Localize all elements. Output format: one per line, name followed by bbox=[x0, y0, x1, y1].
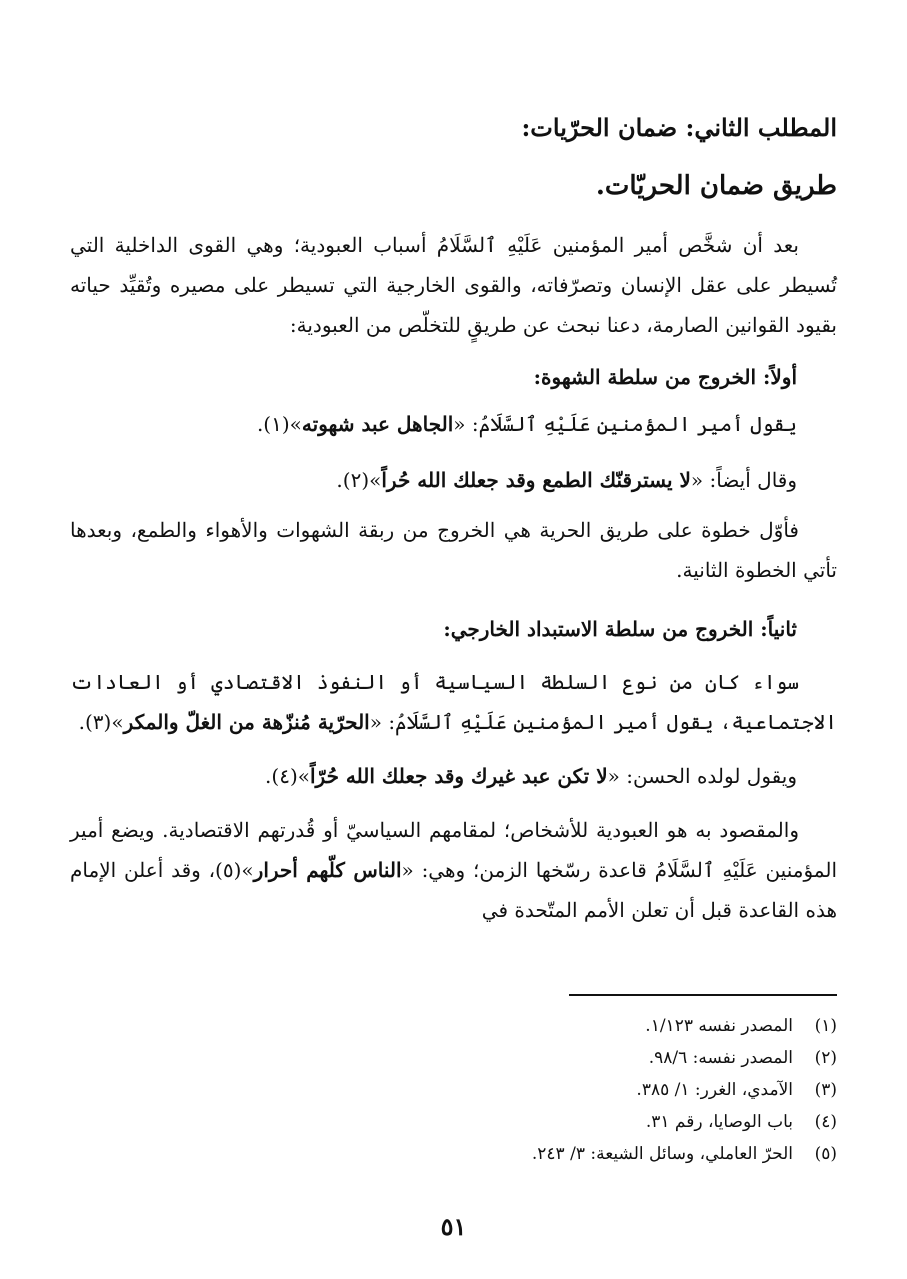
quote-line-2 bbox=[70, 460, 837, 500]
second-point-heading: ثانياً: الخروج من سلطة الاستبداد الخارجي: bbox=[443, 617, 797, 641]
quote-intro: يقول أمير المؤمنين عَلَيْهِ ٱلسَّلَامُ: « bbox=[453, 412, 797, 436]
footnote bbox=[70, 1074, 837, 1106]
paragraph-2: فأوّل خطوة على طريق الحرية هي الخروج من ربقة الشهوات والأهواء والطمع، وبعدها تأتي الخطوة الثانية. bbox=[70, 518, 837, 582]
footnote-ref: »(٢). bbox=[336, 468, 382, 492]
footnote bbox=[70, 1106, 837, 1138]
quote-text: الجاهل عبد شهوته bbox=[301, 412, 454, 436]
quote-line-1 bbox=[70, 404, 837, 444]
page-number: ٥١ bbox=[440, 1212, 467, 1241]
quote-line-4 bbox=[70, 756, 837, 796]
footnote-number: (١) bbox=[814, 1016, 837, 1036]
footnote-text: الآمدي، الغرر: ١/ ٣٨٥. bbox=[636, 1080, 793, 1100]
footnote-ref: »(٣). bbox=[78, 710, 124, 734]
footnote-number: (٤) bbox=[814, 1112, 837, 1132]
paragraph-text: »(٥)، وقد أعلن الإمام هذه القاعدة قبل أن تعلن الأمم المتّحدة في bbox=[70, 858, 837, 922]
footnote-ref: »(١). bbox=[256, 412, 302, 436]
paragraph-text: سواء كان من نوع السلطة السياسية أو النفوذ الاقتصادي أو العادات الاجتماعية، يقول أمير المؤمنين عَلَيْهِ ٱلسَّلَامُ: « bbox=[70, 670, 837, 734]
quote-text: لا تكن عبد غيرك وقد جعلك الله حُرّاً bbox=[310, 764, 608, 788]
quote-intro: ويقول لولده الحسن: « bbox=[607, 764, 797, 788]
intro-paragraph: بعد أن شخَّص أمير المؤمنين عَلَيْهِ ٱلسَّلَامُ أسباب العبودية؛ وهي القوى الداخلية التي تُسيطر على عقل الإنسان وتصرّفاته، والقوى الخارجية التي تسيطر على مصيره وتُقيِّد حياته بقيود القوانين الصارمة، دعنا نبحث عن طريقٍ للتخلّص من العبودية: bbox=[70, 233, 837, 337]
section-heading: المطلب الثاني: ضمان الحرّيات: bbox=[521, 113, 837, 142]
subsection-heading: طريق ضمان الحريّات. bbox=[595, 171, 837, 201]
first-point-heading: أولاً: الخروج من سلطة الشهوة: bbox=[533, 365, 797, 389]
footnote-text: باب الوصايا، رقم ٣١. bbox=[645, 1112, 793, 1132]
footnote-text: الحرّ العاملي، وسائل الشيعة: ٣/ ٢٤٣. bbox=[531, 1144, 793, 1164]
footnote-separator bbox=[569, 994, 837, 996]
footnote-ref: »(٤). bbox=[265, 764, 310, 788]
footnote bbox=[70, 1138, 837, 1170]
paragraph-4 bbox=[70, 810, 837, 930]
footnote-number: (٢) bbox=[814, 1048, 837, 1068]
paragraph-3 bbox=[70, 662, 837, 742]
footnote bbox=[70, 1010, 837, 1042]
paragraph-text: والمقصود به هو العبودية للأشخاص؛ لمقامهم السياسيّ أو قُدرتهم الاقتصادية. ويضع أمير المؤمنين عَلَيْهِ ٱلسَّلَامُ قاعدة رسّخها الزمن؛ وهي: « bbox=[70, 818, 838, 882]
quote-text: الحرّية مُنزّهة من الغلّ والمكر bbox=[123, 710, 370, 734]
quote-intro: وقال أيضاً: « bbox=[690, 468, 797, 492]
quote-text: لا يسترقنّك الطمع وقد جعلك الله حُراً bbox=[381, 468, 691, 492]
footnote-text: المصدر نفسه ١/١٢٣. bbox=[645, 1016, 793, 1036]
quote-text: الناس كلّهم أحرار bbox=[253, 858, 402, 882]
footnotes bbox=[70, 1010, 837, 1170]
footnote-text: المصدر نفسه: ٩٨/٦. bbox=[648, 1048, 793, 1068]
footnote bbox=[70, 1042, 837, 1074]
footnote-number: (٣) bbox=[814, 1080, 837, 1100]
footnote-number: (٥) bbox=[814, 1144, 837, 1164]
